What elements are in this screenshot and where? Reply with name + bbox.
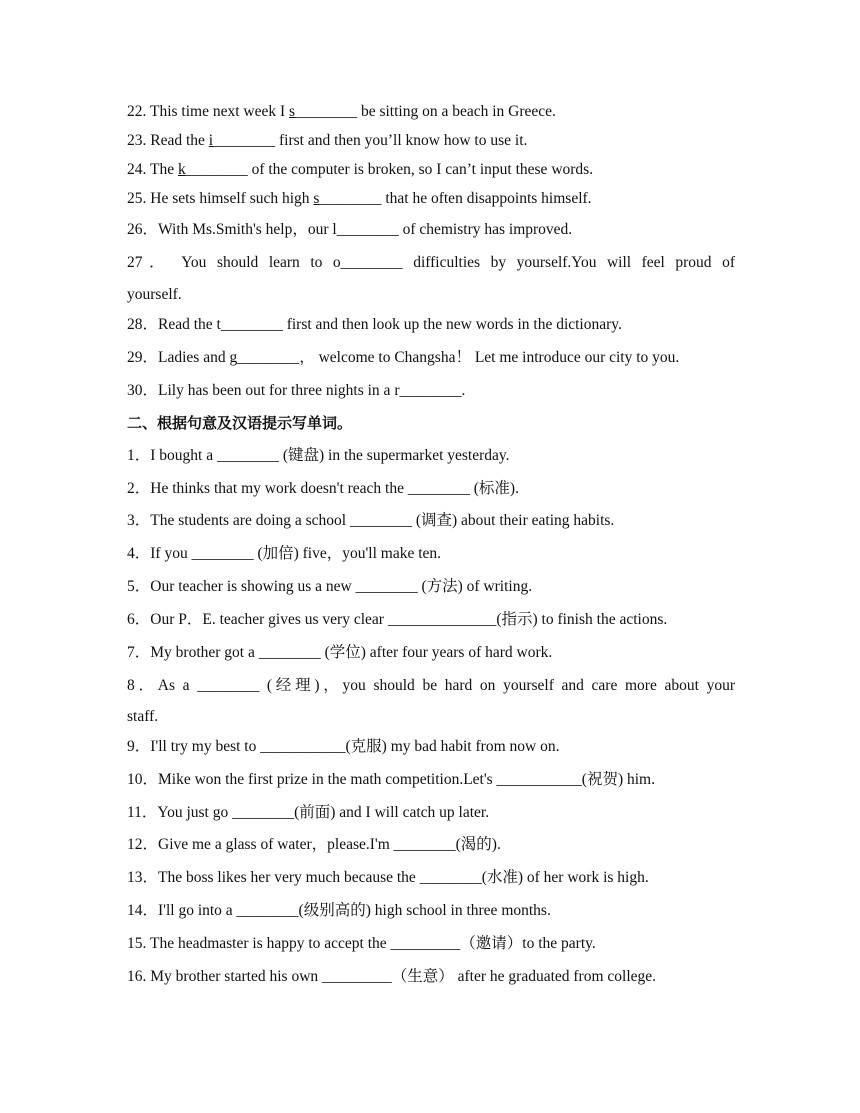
exercise-item-22 (127, 102, 735, 122)
exercise-item-1: 1．I bought a ________ (键盘) in the supermarket yesterday. (127, 447, 510, 464)
exercise-item-27: 27． You should learn to o________ difficulties by yourself.You will feel proud of (127, 254, 735, 271)
exercise-item-30: 30．Lily has been out for three nights in a r________. (127, 382, 466, 399)
exercise-item-9: 9．I'll try my best to ___________(克服) my bad habit from now on. (127, 738, 560, 755)
exercise-item-28: 28．Read the t________ first and then look up the new words in the dictionary. (127, 316, 622, 333)
section-heading: 二、根据句意及汉语提示写单词。 (127, 414, 353, 432)
exercise-item-12: 12．Give me a glass of water，please.I'm ________(渴的). (127, 836, 501, 853)
exercise-item-3: 3．The students are doing a school ________ (调查) about their eating habits. (127, 512, 615, 529)
hint-letter: s (313, 190, 320, 207)
exercise-item-7: 7．My brother got a ________ (学位) after four years of hard work. (127, 644, 553, 661)
exercise-item-24 (127, 160, 735, 180)
exercise-item-25 (127, 189, 735, 209)
item-text: ________ be sitting on a beach in Greece. (295, 103, 556, 120)
hint-letter: i (208, 132, 214, 149)
hint-letter: s (289, 103, 296, 120)
hint-letter: k (177, 161, 186, 178)
exercise-item-11: 11．You just go ________(前面) and I will catch up later. (127, 804, 490, 821)
exercise-item-4: 4．If you ________ (加倍) five，you'll make ten. (127, 545, 442, 562)
item-text: ________ of the computer is broken, so I can’t input these words. (185, 161, 594, 178)
exercise-item-16: 16. My brother started his own _________（生意） after he graduated from college. (127, 968, 657, 985)
item-text: 22. This time next week I (127, 103, 290, 120)
exercise-item-15: 15. The headmaster is happy to accept the _________（邀请）to the party. (127, 935, 596, 952)
exercise-item-8: 8．As a ________ (经理)，you should be hard on yourself and care more about your (127, 677, 735, 694)
item-text: 23. Read the (127, 132, 209, 149)
exercise-item-27-continued: yourself. (127, 286, 182, 303)
exercise-item-5: 5．Our teacher is showing us a new ________ (方法) of writing. (127, 578, 533, 595)
item-text: 25. He sets himself such high (127, 190, 314, 207)
exercise-item-14: 14．I'll go into a ________(级别高的) high school in three months. (127, 902, 551, 919)
item-text: ________ that he often disappoints himself. (319, 190, 592, 207)
exercise-item-29: 29．Ladies and g________， welcome to Changsha！ Let me introduce our city to you. (127, 349, 680, 366)
exercise-item-10: 10．Mike won the first prize in the math competition.Let's ___________(祝贺) him. (127, 771, 655, 788)
exercise-item-23 (127, 131, 735, 151)
exercise-item-2: 2．He thinks that my work doesn't reach the ________ (标准). (127, 480, 519, 497)
item-text: 24. The (127, 161, 178, 178)
exercise-item-26: 26．With Ms.Smith's help，our l________ of chemistry has improved. (127, 221, 573, 238)
item-text: ________ first and then you’ll know how to use it. (213, 132, 528, 149)
exercise-item-13: 13．The boss likes her very much because the ________(水准) of her work is high. (127, 869, 649, 886)
exercise-item-6: 6．Our P．E. teacher gives us very clear ______________(指示) to finish the actions. (127, 611, 668, 628)
exercise-item-8-continued: staff. (127, 708, 159, 725)
